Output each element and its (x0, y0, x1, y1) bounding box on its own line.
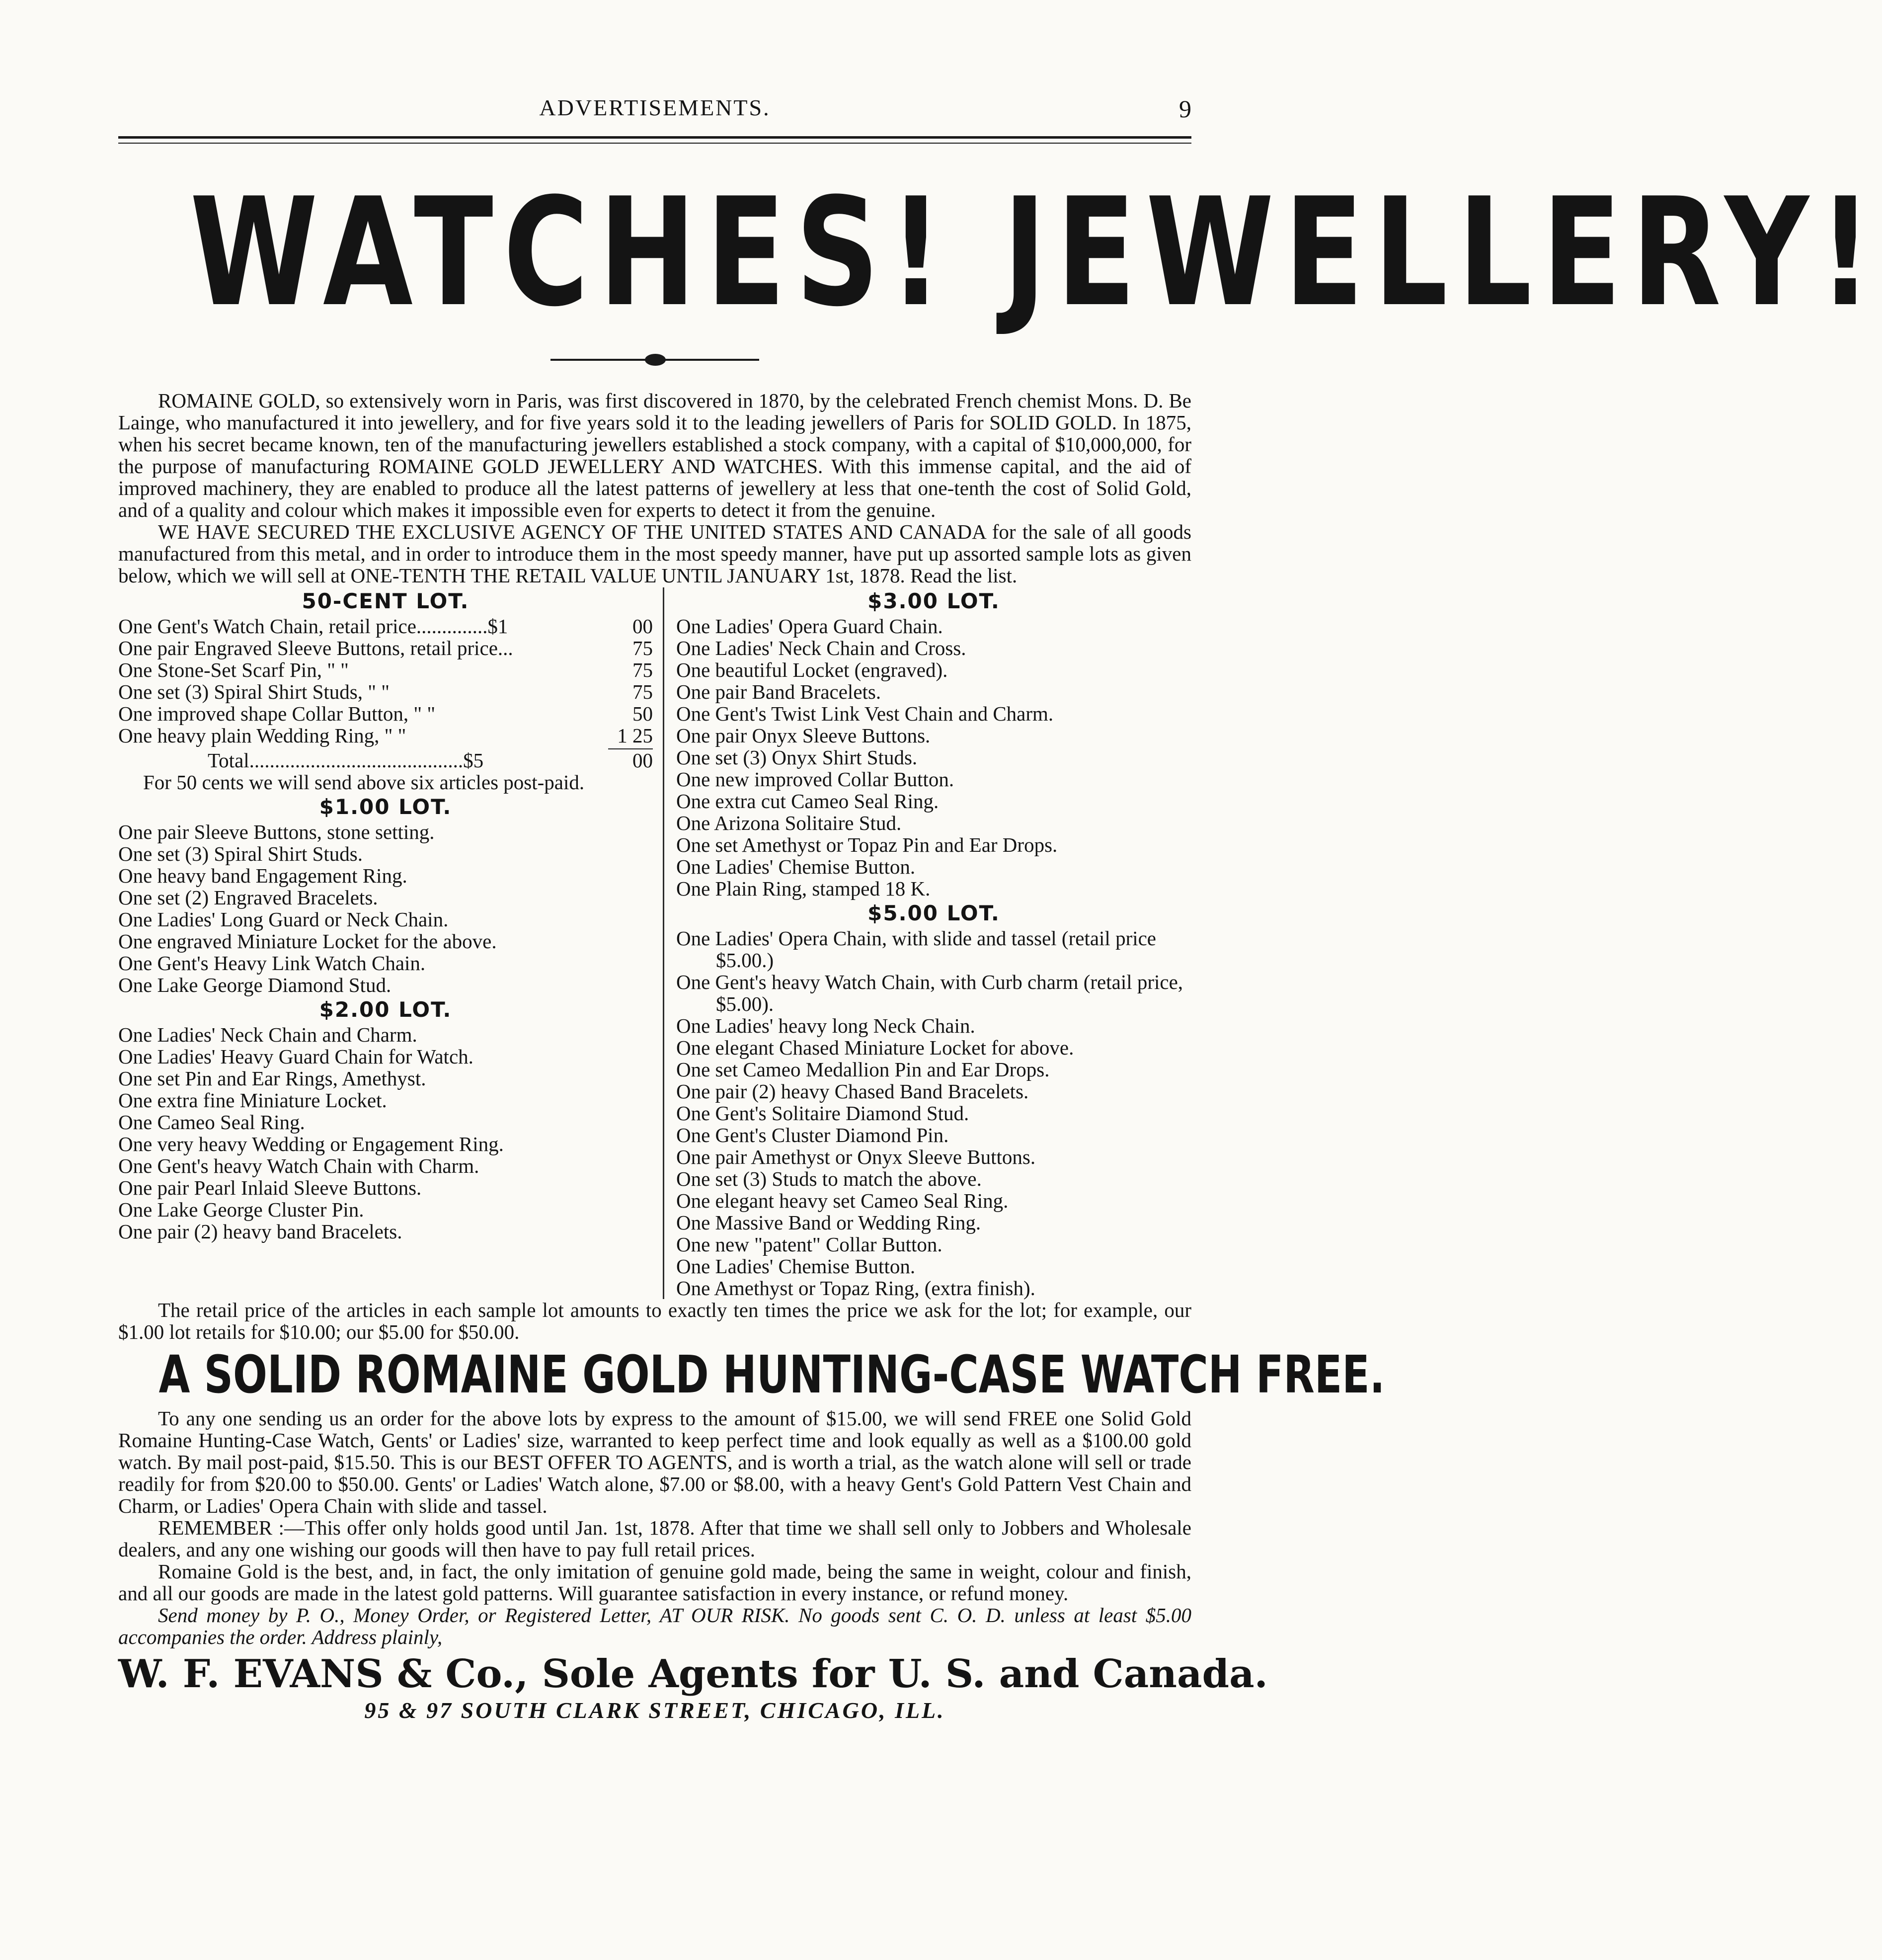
header-rule (118, 136, 1191, 139)
list-item: One pair Onyx Sleeve Buttons. (676, 724, 931, 747)
list-item: One set (3) Spiral Shirt Studs, " " 75 (118, 680, 653, 703)
running-head-title: ADVERTISEMENTS. (539, 95, 771, 120)
lot-50c-heading: 50-CENT LOT. (302, 589, 470, 613)
lot-50c-total: Total..........................................$5 00 (208, 749, 653, 772)
lot-1-list (118, 821, 653, 996)
list-item: One pair Amethyst or Onyx Sleeve Buttons. (676, 1145, 1036, 1168)
running-head (118, 94, 1191, 129)
lot-3-heading: $3.00 LOT. (867, 589, 1000, 613)
retail-note: The retail price of the articles in each sample lot amounts to exactly ten times the price we ask for the lot; for example, our $1.00 lot retails for $10.00; our $5.00 for $50.00. (118, 1299, 1191, 1343)
advertiser-address: 95 & 97 SOUTH CLARK STREET, CHICAGO, ILL. (364, 1698, 945, 1723)
list-item: One Gent's Cluster Diamond Pin. (676, 1124, 949, 1146)
list-item: One set (3) Spiral Shirt Studs. (118, 842, 363, 865)
advertisement-page (118, 94, 1882, 1724)
guarantee-paragraph: Romaine Gold is the best, and, in fact, the only imitation of genuine gold made, being the same in weight, colour and finish, and all our goods are made in the latest gold patterns. Will guarantee satisfaction in every instance, or refund money. (118, 1560, 1191, 1605)
watch-headline: A SOLID ROMAINE GOLD HUNTING-CASE WATCH FREE. (158, 1344, 1385, 1405)
page-number: 9 (1179, 95, 1191, 123)
list-item: One heavy band Engagement Ring. (118, 864, 407, 887)
intro-paragraph-2: WE HAVE SECURED THE EXCLUSIVE AGENCY OF THE UNITED STATES AND CANADA for the sale of all goods manufactured from this metal, and in order to introduce them in the most speedy manner, have put up assorted sample lots as given below, which we will sell at ONE-TENTH THE RETAIL VALUE UNTIL JANUARY 1st, 1878. Read the list. (118, 520, 1191, 587)
list-item: One set Pin and Ear Rings, Amethyst. (118, 1067, 426, 1090)
list-item: One Gent's Solitaire Diamond Stud. (676, 1102, 969, 1125)
headline: WATCHES! JEWELLERY! (190, 166, 1882, 339)
list-item: One pair Band Bracelets. (676, 680, 881, 703)
list-item: One pair (2) heavy Chased Band Bracelets. (676, 1080, 1029, 1103)
list-item: One Ladies' heavy long Neck Chain. (676, 1014, 975, 1037)
list-item: One new "patent" Collar Button. (676, 1233, 942, 1256)
list-item: One Ladies' Heavy Guard Chain for Watch. (118, 1045, 473, 1068)
list-item: One Gent's Watch Chain, retail price..............$1 00 (118, 615, 653, 638)
lot-50c-list (118, 615, 653, 793)
list-item: One Gent's heavy Watch Chain with Charm. (118, 1154, 479, 1177)
list-item: One Amethyst or Topaz Ring, (extra finish). (676, 1277, 1035, 1300)
list-item: One Ladies' Chemise Button. (676, 1255, 916, 1278)
right-column (663, 587, 1191, 1299)
list-item: One extra fine Miniature Locket. (118, 1089, 387, 1112)
watch-offer: To any one sending us an order for the above lots by express to the amount of $15.00, we will send FREE one Solid Gold Romaine Hunting-Case Watch, Gents' or Ladies' size, warranted to keep perfect time and look equally as well as a $100.00 gold watch. By mail post-paid, $15.50. This is our BEST OFFER TO AGENTS, and is worth a trial, as the watch alone will sell or trade readily for from $20.00 to $50.00. Gents' or Ladies' Watch alone, $7.00 or $8.00, with a heavy Gent's Gold Pattern Vest Chain and Charm, or Ladies' Opera Chain with slide and tassel. (118, 1407, 1191, 1517)
list-item: One Lake George Diamond Stud. (118, 974, 392, 996)
list-item: One Ladies' Opera Chain, with slide and tassel (retail price $5.00.) (676, 927, 1157, 972)
list-item: One Gent's Twist Link Vest Chain and Charm. (676, 702, 1054, 725)
list-item: One Ladies' Neck Chain and Charm. (118, 1023, 417, 1046)
list-item: One engraved Miniature Locket for the above. (118, 930, 497, 953)
list-item: One Gent's heavy Watch Chain, with Curb charm (retail price, $5.00). (676, 971, 1183, 1015)
intro-paragraph-1: ROMAINE GOLD, so extensively worn in Paris, was first discovered in 1870, by the celebrated French chemist Mons. D. Be Lainge, who manufactured it into jewellery, and for five years sold it to the leading jewellers of Paris for SOLID GOLD. In 1875, when his secret became known, ten of the manufacturing jewellers established a stock company, with a capital of $10,000,000, for the purpose of manufacturing ROMAINE GOLD JEWELLERY AND WATCHES. With this immense capital, and the aid of improved machinery, they are enabled to produce all the latest patterns of jewellery at less that one-tenth the cost of Solid Gold, and of a quality and colour which makes it impossible even for experts to detect it from the genuine. (118, 389, 1191, 521)
list-item: One beautiful Locket (engraved). (676, 658, 948, 681)
list-item: One Cameo Seal Ring. (118, 1111, 305, 1134)
list-item: One pair Sleeve Buttons, stone setting. (118, 820, 435, 843)
lot-2-heading: $2.00 LOT. (319, 997, 452, 1022)
lot-5-list (676, 927, 1191, 1299)
list-item: One Stone-Set Scarf Pin, " " 75 (118, 658, 653, 681)
list-item: One new improved Collar Button. (676, 768, 954, 791)
lot-5-heading: $5.00 LOT. (867, 901, 1000, 925)
lots-columns (118, 587, 1191, 1299)
lot-1-heading: $1.00 LOT. (319, 795, 452, 819)
list-item: One Ladies' Opera Guard Chain. (676, 615, 943, 638)
list-item: One elegant heavy set Cameo Seal Ring. (676, 1189, 1009, 1212)
list-item: One elegant Chased Miniature Locket for above. (676, 1036, 1074, 1059)
list-item: One pair Engraved Sleeve Buttons, retail price... 75 (118, 637, 653, 659)
list-item: One Gent's Heavy Link Watch Chain. (118, 952, 426, 975)
list-item: One Plain Ring, stamped 18 K. (676, 877, 931, 900)
list-item: One Lake George Cluster Pin. (118, 1198, 364, 1221)
list-item: One pair (2) heavy band Bracelets. (118, 1220, 402, 1243)
list-item: One set (3) Onyx Shirt Studs. (676, 746, 918, 769)
list-item: One Ladies' Long Guard or Neck Chain. (118, 908, 449, 931)
lot-3-list (676, 615, 1191, 899)
payment-instructions: Send money by P. O., Money Order, or Registered Letter, AT OUR RISK. No goods sent C. O. D. unless at least $5.00 accompanies the order. Address plainly, (118, 1604, 1191, 1648)
list-item: One very heavy Wedding or Engagement Ring. (118, 1133, 504, 1155)
list-item: One extra cut Cameo Seal Ring. (676, 790, 939, 813)
list-item: One set Cameo Medallion Pin and Ear Drops. (676, 1058, 1050, 1081)
lot-50c-note: For 50 cents we will send above six articles post-paid. (143, 771, 585, 794)
list-item: One Arizona Solitaire Stud. (676, 812, 902, 834)
list-item: One set (2) Engraved Bracelets. (118, 886, 378, 909)
list-item: One Ladies' Chemise Button. (676, 855, 916, 878)
list-item: One improved shape Collar Button, " " 50 (118, 702, 653, 725)
advertiser-signature: W. F. EVANS & Co., Sole Agents for U. S. and Canada. (118, 1651, 1268, 1697)
list-item: One heavy plain Wedding Ring, " " 1 25 (118, 724, 653, 747)
left-column (118, 587, 663, 1299)
list-item: One set (3) Studs to match the above. (676, 1167, 982, 1190)
list-item: One Ladies' Neck Chain and Cross. (676, 637, 966, 659)
remember-paragraph: REMEMBER :—This offer only holds good until Jan. 1st, 1878. After that time we shall sell only to Jobbers and Wholesale dealers, and any one wishing our goods will then have to pay full retail prices. (118, 1516, 1191, 1561)
lot-2-list (118, 1024, 653, 1242)
header-rule-thin (118, 143, 1191, 144)
list-item: One pair Pearl Inlaid Sleeve Buttons. (118, 1176, 422, 1199)
ornament-divider (550, 352, 759, 367)
list-item: One set Amethyst or Topaz Pin and Ear Drops. (676, 833, 1058, 856)
list-item: One Massive Band or Wedding Ring. (676, 1211, 981, 1234)
